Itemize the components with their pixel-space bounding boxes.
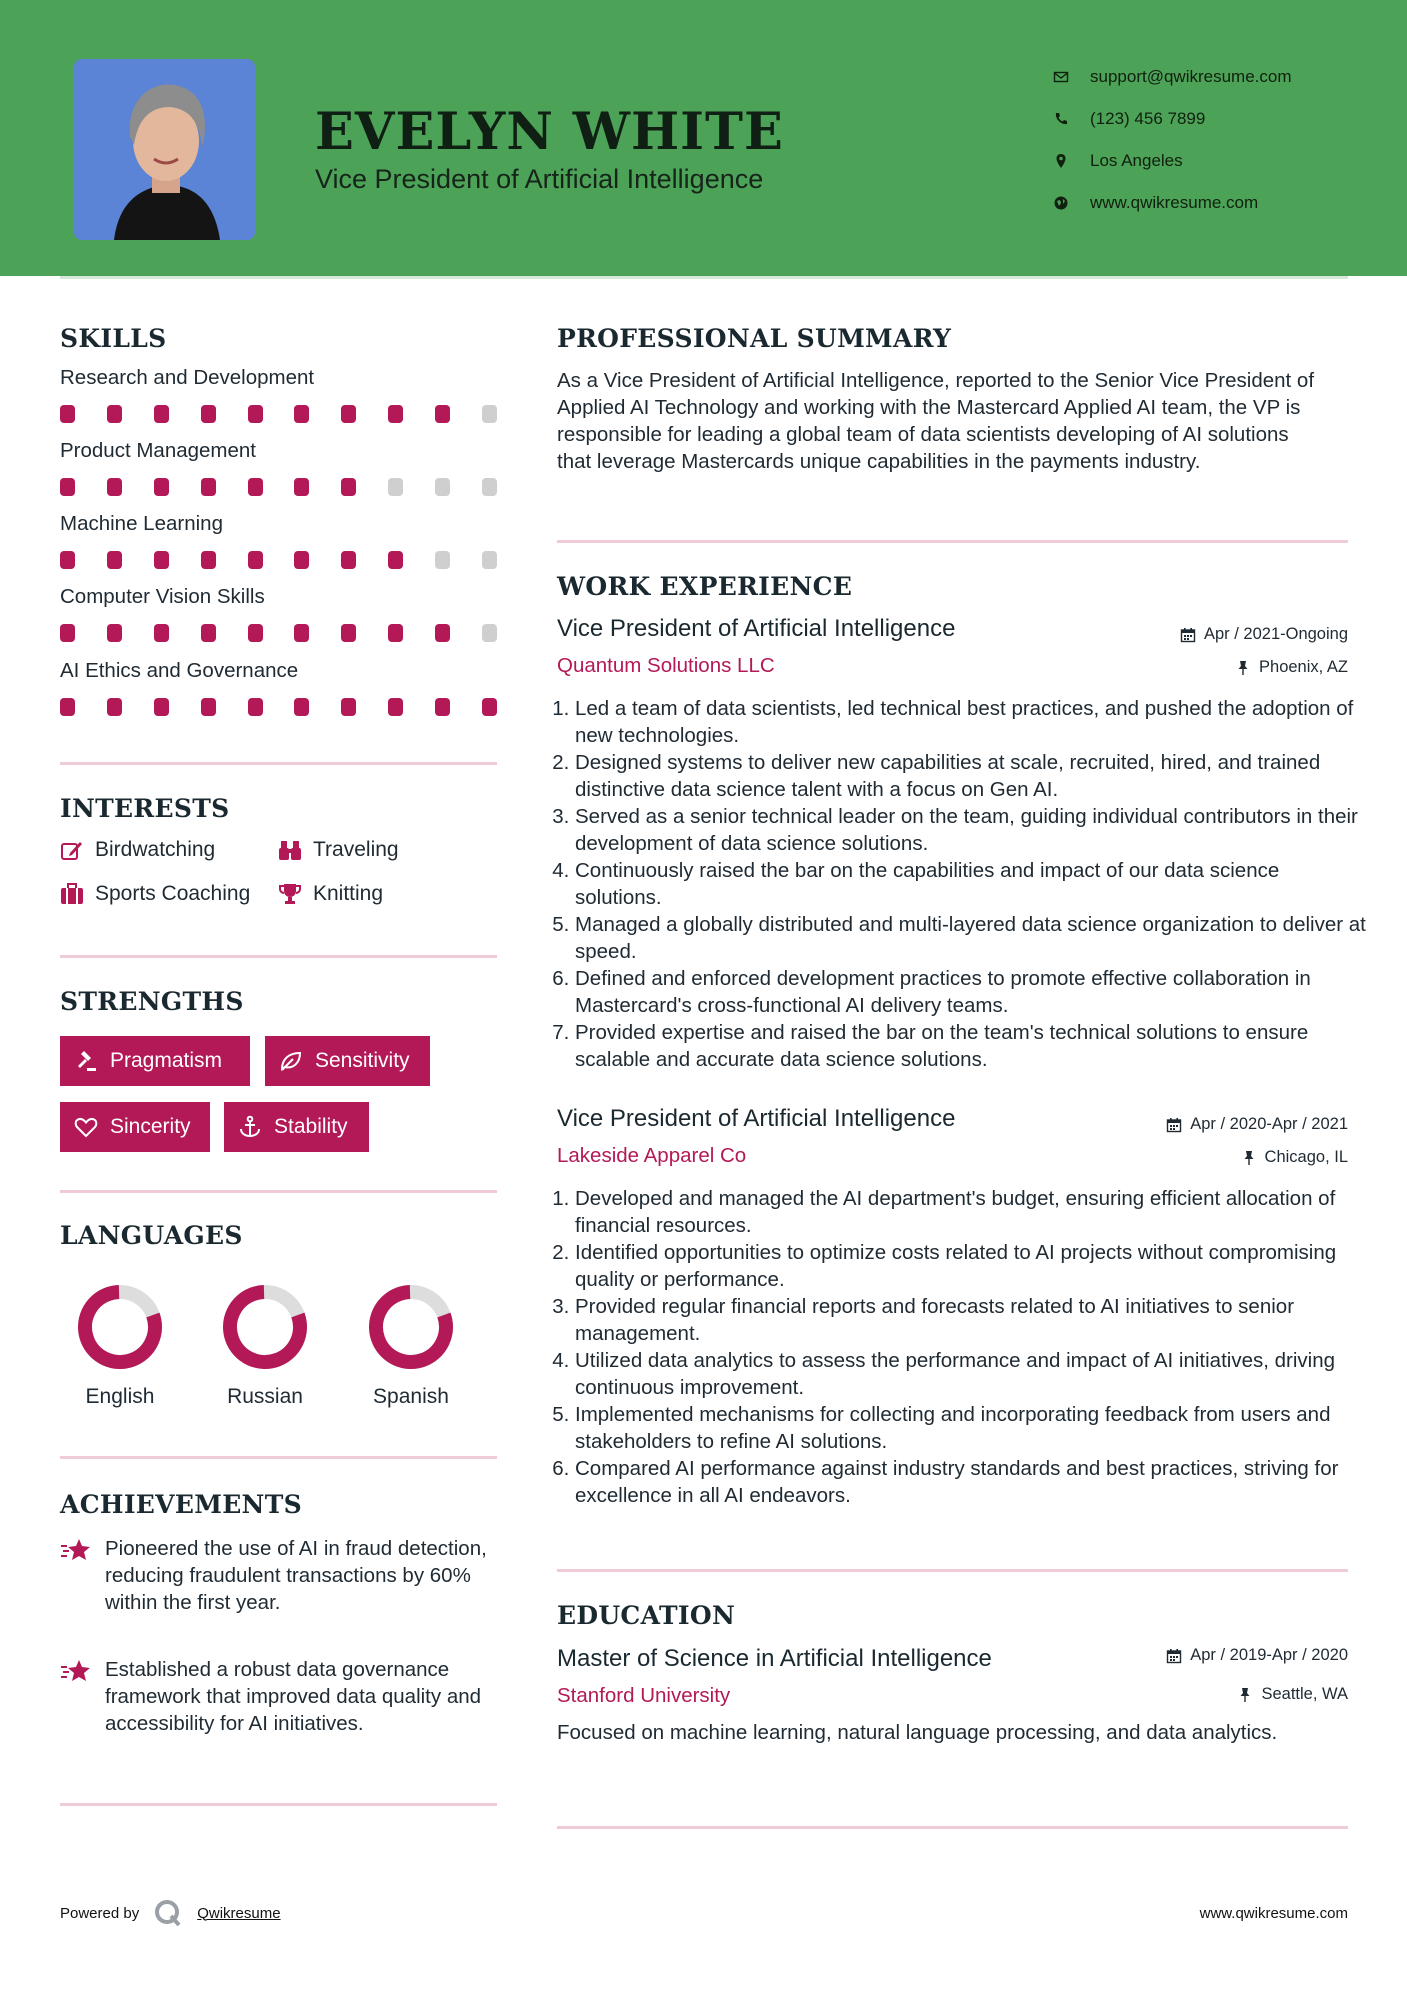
skill-rating-dot [201, 551, 216, 569]
job-duties [557, 1185, 1367, 1509]
skill-rating-dot [107, 698, 122, 716]
skills-heading: SKILLS [60, 324, 167, 353]
candidate-title: Vice President of Artificial Intelligence [315, 164, 764, 194]
skill-rating-dot [154, 551, 169, 569]
skill-name: Machine Learning [60, 512, 223, 535]
skill-rating-dot [482, 478, 497, 496]
strength-label: Sincerity [110, 1115, 191, 1138]
degree-title: Master of Science in Artificial Intelligence [557, 1645, 992, 1672]
job-location [1241, 1148, 1348, 1167]
strength-badge [265, 1036, 430, 1086]
language-label: Spanish [373, 1385, 449, 1408]
job-location-text: Chicago, IL [1264, 1148, 1348, 1166]
skill-rating-dot [201, 698, 216, 716]
contact-email-text: support@qwikresume.com [1090, 67, 1292, 86]
company-name: Lakeside Apparel Co [557, 1144, 747, 1167]
skill-rating-dot [60, 478, 75, 496]
calendar-icon [1166, 1648, 1182, 1664]
star-icon [60, 1658, 92, 1684]
skill-rating-dot [294, 624, 309, 642]
skill-rating [60, 698, 497, 718]
languages-divider [60, 1456, 497, 1459]
job-duty: 3. Served as a senior technical leader on the team, guiding individual contributors in their development of data science solutions. [575, 803, 1367, 857]
skill-rating-dot [388, 551, 403, 569]
skill-rating-dot [435, 478, 450, 496]
skill-rating-dot [201, 624, 216, 642]
skill-rating-dot [107, 478, 122, 496]
skill-rating-dot [201, 405, 216, 423]
experience-heading: WORK EXPERIENCE [557, 572, 853, 601]
job-dates [1166, 1115, 1348, 1134]
strengths-heading: STRENGTHS [60, 987, 244, 1016]
job-dates-text: Apr / 2020-Apr / 2021 [1190, 1115, 1348, 1133]
skill-rating-dot [341, 551, 356, 569]
achievement-text: Established a robust data governance framework that improved data quality and accessibility for AI initiatives. [105, 1658, 482, 1735]
skill-name: Research and Development [60, 366, 315, 389]
skill-rating-dot [294, 478, 309, 496]
skill-rating-dot [107, 624, 122, 642]
envelope-icon [1052, 68, 1070, 86]
education-description: Focused on machine learning, natural language processing, and data analytics. [557, 1721, 1278, 1744]
skill-name: AI Ethics and Governance [60, 659, 299, 682]
skill-rating [60, 624, 497, 644]
school-name: Stanford University [557, 1684, 731, 1707]
gavel-icon [74, 1049, 98, 1073]
skill-rating-dot [294, 551, 309, 569]
language-label: English [85, 1385, 155, 1408]
job-dates [1180, 625, 1348, 644]
job-duty: 4. Utilized data analytics to assess the performance and impact of AI initiatives, driving continuous improvement. [575, 1347, 1367, 1401]
interest-item [278, 838, 399, 862]
skill-rating [60, 478, 497, 498]
briefcase-icon [60, 883, 84, 905]
footer-url[interactable]: www.qwikresume.com [1199, 1905, 1348, 1922]
skill-rating-dot [435, 698, 450, 716]
leaf-icon [279, 1049, 303, 1073]
contact-location-text: Los Angeles [1090, 151, 1183, 170]
footer-powered-by [60, 1898, 281, 1928]
skill-name: Product Management [60, 439, 257, 462]
strength-label: Pragmatism [110, 1049, 223, 1072]
skill-rating-dot [154, 698, 169, 716]
skill-rating-dot [388, 698, 403, 716]
profile-photo [74, 59, 255, 240]
contact-list [1052, 56, 1292, 224]
job-duty: 7. Provided expertise and raised the bar on the team's technical solutions to ensure scalable and accurate data science solutions. [575, 1019, 1367, 1073]
language-item [60, 1283, 180, 1409]
achievement-item [60, 1535, 497, 1616]
skill-rating-dot [341, 405, 356, 423]
skill-rating-dot [248, 698, 263, 716]
skill-rating-dot [482, 551, 497, 569]
skill-rating-dot [154, 405, 169, 423]
achievement-text: Pioneered the use of AI in fraud detection, reducing fraudulent transactions by 60% within the first year. [105, 1537, 487, 1614]
interests-divider [60, 955, 497, 958]
contact-location [1052, 140, 1292, 182]
education-dates-text: Apr / 2019-Apr / 2020 [1190, 1646, 1348, 1664]
contact-website-text: www.qwikresume.com [1090, 193, 1259, 212]
contact-phone-text: (123) 456 7899 [1090, 109, 1206, 128]
language-item [351, 1283, 471, 1409]
skill-rating-dot [341, 478, 356, 496]
experience-divider [557, 1569, 1348, 1572]
map-pin-icon [1052, 152, 1070, 170]
languages-heading: LANGUAGES [60, 1221, 243, 1250]
summary-heading: PROFESSIONAL SUMMARY [557, 324, 952, 353]
job-duty: 5. Implemented mechanisms for collecting and incorporating feedback from users and stakeholders to refine AI solutions. [575, 1401, 1367, 1455]
contact-phone[interactable] [1052, 98, 1292, 140]
skill-rating-dot [482, 405, 497, 423]
skill-rating [60, 551, 497, 571]
job-duty: 1. Led a team of data scientists, led technical best practices, and pushed the adoption of new technologies. [575, 695, 1367, 749]
skill-rating-dot [248, 405, 263, 423]
language-item [205, 1283, 325, 1409]
skill-rating-dot [60, 551, 75, 569]
job-duty: 4. Continuously raised the bar on the capabilities and impact of our data science solutions. [575, 857, 1367, 911]
powered-by-text: Powered by [60, 1904, 140, 1922]
interest-label: Knitting [313, 882, 384, 905]
pushpin-icon [1237, 1687, 1253, 1703]
skill-rating-dot [435, 405, 450, 423]
job-duty: 2. Identified opportunities to optimize costs related to AI projects without compromising quality or performance. [575, 1239, 1367, 1293]
skills-divider [60, 762, 497, 765]
skill-rating-dot [60, 405, 75, 423]
skill-rating-dot [60, 698, 75, 716]
skill-rating-dot [435, 551, 450, 569]
skill-rating-dot [60, 624, 75, 642]
job-location [1235, 658, 1348, 677]
skill-rating-dot [388, 478, 403, 496]
calendar-icon [1180, 627, 1196, 643]
contact-website[interactable] [1052, 182, 1292, 224]
qwikresume-logo-icon [153, 1898, 183, 1928]
education-location-text: Seattle, WA [1261, 1685, 1348, 1703]
skill-rating [60, 405, 497, 425]
pushpin-icon [1235, 660, 1251, 676]
skill-rating-dot [248, 551, 263, 569]
education-divider [557, 1826, 1348, 1829]
qwikresume-link[interactable]: Qwikresume [197, 1904, 281, 1922]
skill-rating-dot [341, 624, 356, 642]
skill-rating-dot [248, 478, 263, 496]
job-location-text: Phoenix, AZ [1259, 658, 1348, 676]
language-ring [76, 1283, 164, 1371]
interest-item [60, 838, 215, 862]
globe-icon [1052, 194, 1070, 212]
language-ring [367, 1283, 455, 1371]
phone-icon [1052, 110, 1070, 128]
skill-name: Computer Vision Skills [60, 585, 265, 608]
skill-rating-dot [154, 478, 169, 496]
skill-rating-dot [107, 551, 122, 569]
pushpin-icon [1241, 1150, 1257, 1166]
education-location [1237, 1685, 1348, 1704]
strength-badge [224, 1102, 369, 1152]
achievement-item [60, 1656, 497, 1737]
strength-badge [60, 1102, 210, 1152]
achievements-heading: ACHIEVEMENTS [60, 1490, 302, 1519]
job-duty: 1. Developed and managed the AI department's budget, ensuring efficient allocation of financial resources. [575, 1185, 1367, 1239]
job-dates-text: Apr / 2021-Ongoing [1203, 625, 1348, 643]
binoculars-icon [278, 839, 302, 861]
heart-icon [74, 1115, 98, 1139]
job-duty: 6. Defined and enforced development practices to promote effective collaboration in Mastercard's cross-functional AI delivery teams. [575, 965, 1367, 1019]
skill-rating-dot [201, 478, 216, 496]
header-divider [60, 276, 1348, 279]
job-duty: 3. Provided regular financial reports and forecasts related to AI initiatives to senior management. [575, 1293, 1367, 1347]
job-title: Vice President of Artificial Intelligence [557, 615, 956, 642]
job-title: Vice President of Artificial Intelligence [557, 1105, 956, 1132]
interests-heading: INTERESTS [60, 794, 230, 823]
job-duty: 5. Managed a globally distributed and multi-layered data science organization to deliver at speed. [575, 911, 1367, 965]
calendar-icon [1166, 1117, 1182, 1133]
skill-rating-dot [435, 624, 450, 642]
interest-label: Sports Coaching [95, 882, 251, 905]
interest-item [60, 882, 250, 906]
skill-rating-dot [107, 405, 122, 423]
achievements-divider [60, 1803, 497, 1806]
skill-rating-dot [388, 405, 403, 423]
strength-label: Sensitivity [315, 1049, 410, 1072]
education-heading: EDUCATION [557, 1601, 736, 1630]
strength-label: Stability [274, 1115, 348, 1138]
interest-item [278, 882, 383, 906]
trophy-icon [278, 883, 302, 905]
candidate-name: EVELYN WHITE [315, 102, 784, 162]
skill-rating-dot [482, 624, 497, 642]
skill-rating-dot [248, 624, 263, 642]
star-icon [60, 1537, 92, 1563]
skill-rating-dot [341, 698, 356, 716]
education-dates [1166, 1646, 1348, 1665]
skill-rating-dot [294, 405, 309, 423]
job-duties [557, 695, 1367, 1073]
skill-rating-dot [154, 624, 169, 642]
job-duty: 6. Compared AI performance against industry standards and best practices, striving for excellence in all AI endeavors. [575, 1455, 1367, 1509]
skill-rating-dot [294, 698, 309, 716]
strengths-divider [60, 1190, 497, 1193]
edit-icon [60, 839, 84, 861]
strength-badge [60, 1036, 250, 1086]
language-label: Russian [227, 1385, 303, 1408]
contact-email[interactable] [1052, 56, 1292, 98]
skill-rating-dot [388, 624, 403, 642]
interest-label: Birdwatching [95, 838, 216, 861]
language-ring [221, 1283, 309, 1371]
job-duty: 2. Designed systems to deliver new capabilities at scale, recruited, hired, and trained distinctive data science talent with a focus on Gen AI. [575, 749, 1367, 803]
summary-text: As a Vice President of Artificial Intelligence, reported to the Senior Vice President of Applied AI Technology and working with the Mastercard Applied AI team, the VP is responsible for leading a global team of data scientists developing of AI solutions that leverage Mastercards unique capabilities in the payments industry. [557, 369, 1315, 473]
anchor-icon [238, 1115, 262, 1139]
interest-label: Traveling [313, 838, 399, 861]
company-name: Quantum Solutions LLC [557, 654, 775, 677]
summary-divider [557, 540, 1348, 543]
skill-rating-dot [482, 698, 497, 716]
